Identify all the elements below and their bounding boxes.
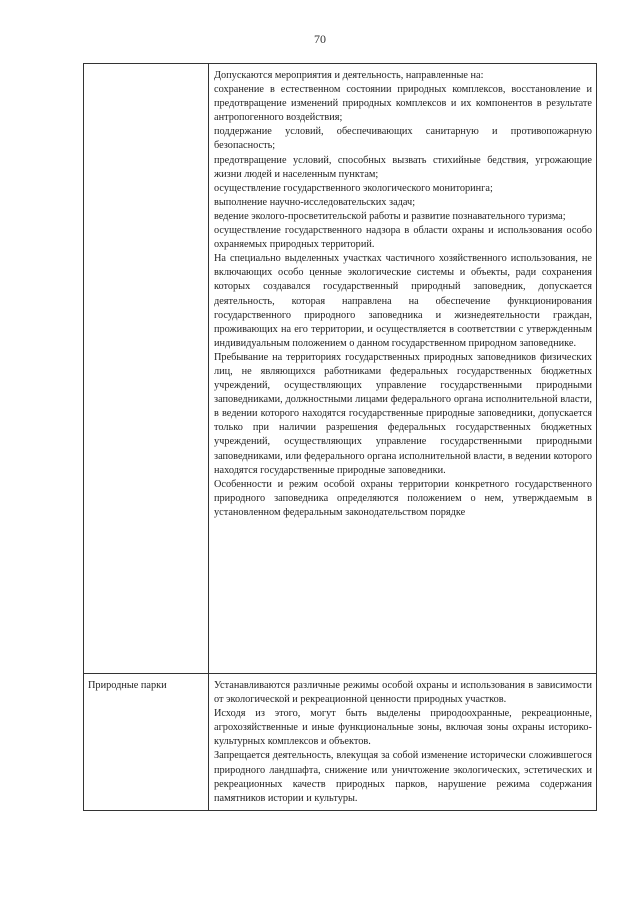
paragraph: Исходя из этого, могут быть выделены природоохранные, рекреационные, агрохозяйственные и иные функциональные зоны, включая зоны охраны историко-культурных комплексов и объектов. — [214, 708, 592, 748]
regime-table — [83, 63, 597, 811]
table-row — [84, 64, 597, 674]
paragraph: выполнение научно-исследовательских задач; — [214, 196, 416, 208]
paragraph: Пребывание на территориях государственных природных заповедников физических лиц, не являющихся работниками федеральных государственных бюджетных учреждений, осуществляющих управление государственными природными заповедниками, должностными лицами федерального органа исполнительной власти, в ведении которого находятся государственные природные заповедники, допускается только при наличии разрешения федеральных государственных бюджетных учреждений, осуществляющих управление государственными природными заповедниками, или федерального органа исполнительной власти, в ведении которого находятся государственные природные заповедники. — [214, 351, 592, 476]
paragraph: ведение эколого-просветительской работы и развитие познавательного туризма; — [214, 210, 566, 222]
paragraph: На специально выделенных участках частичного хозяйственного использования, не включающих особо ценные экологические системы и объекты, ради сохранения которых создавался государственный природный заповедник, допускается деятельность, которая направлена на обеспечение функционирования государственного природного заповедника и жизнедеятельности граждан, проживающих на его территории, и осуществляется в соответствии с утвержденным индивидуальным положением о данном государственном природном заповеднике. — [214, 253, 592, 349]
paragraph: предотвращение условий, способных вызвать стихийные бедствия, угрожающие жизни людей и населенным пунктам; — [214, 154, 592, 180]
territory-name-cell: Природные парки — [84, 674, 209, 811]
paragraph: осуществление государственного экологического мониторинга; — [214, 182, 493, 194]
paragraph: Допускаются мероприятия и деятельность, направленные на: — [214, 70, 484, 81]
paragraph: Запрещается деятельность, влекущая за собой изменение исторически сложившегося природного ландшафта, снижение или уничтожение экологических, эстетических и рекреационных качеств природных парков, нарушение режима содержания памятников истории и культуры. — [214, 750, 592, 804]
territory-name-cell — [84, 64, 209, 674]
page-number: 70 — [314, 32, 326, 46]
regime-description-cell — [209, 674, 597, 811]
paragraph: Устанавливаются различные режимы особой охраны и использования в зависимости от экологической и рекреационной ценности природных участков. — [214, 680, 592, 706]
paragraph: сохранение в естественном состоянии природных комплексов, восстановление и предотвращение изменений природных комплексов и их компонентов в результате антропогенного воздействия; — [214, 84, 592, 124]
regime-description-cell — [209, 64, 597, 674]
paragraph: поддержание условий, обеспечивающих санитарную и противопожарную безопасность; — [214, 126, 592, 152]
table-row — [84, 674, 597, 811]
paragraph: осуществление государственного надзора в области охраны и использования особо охраняемых природных территорий. — [214, 225, 592, 251]
paragraph: Особенности и режим особой охраны территории конкретного государственного природного заповедника определяются положением о нем, утверждаемым в установленном федеральным законодательством порядке — [214, 478, 592, 518]
